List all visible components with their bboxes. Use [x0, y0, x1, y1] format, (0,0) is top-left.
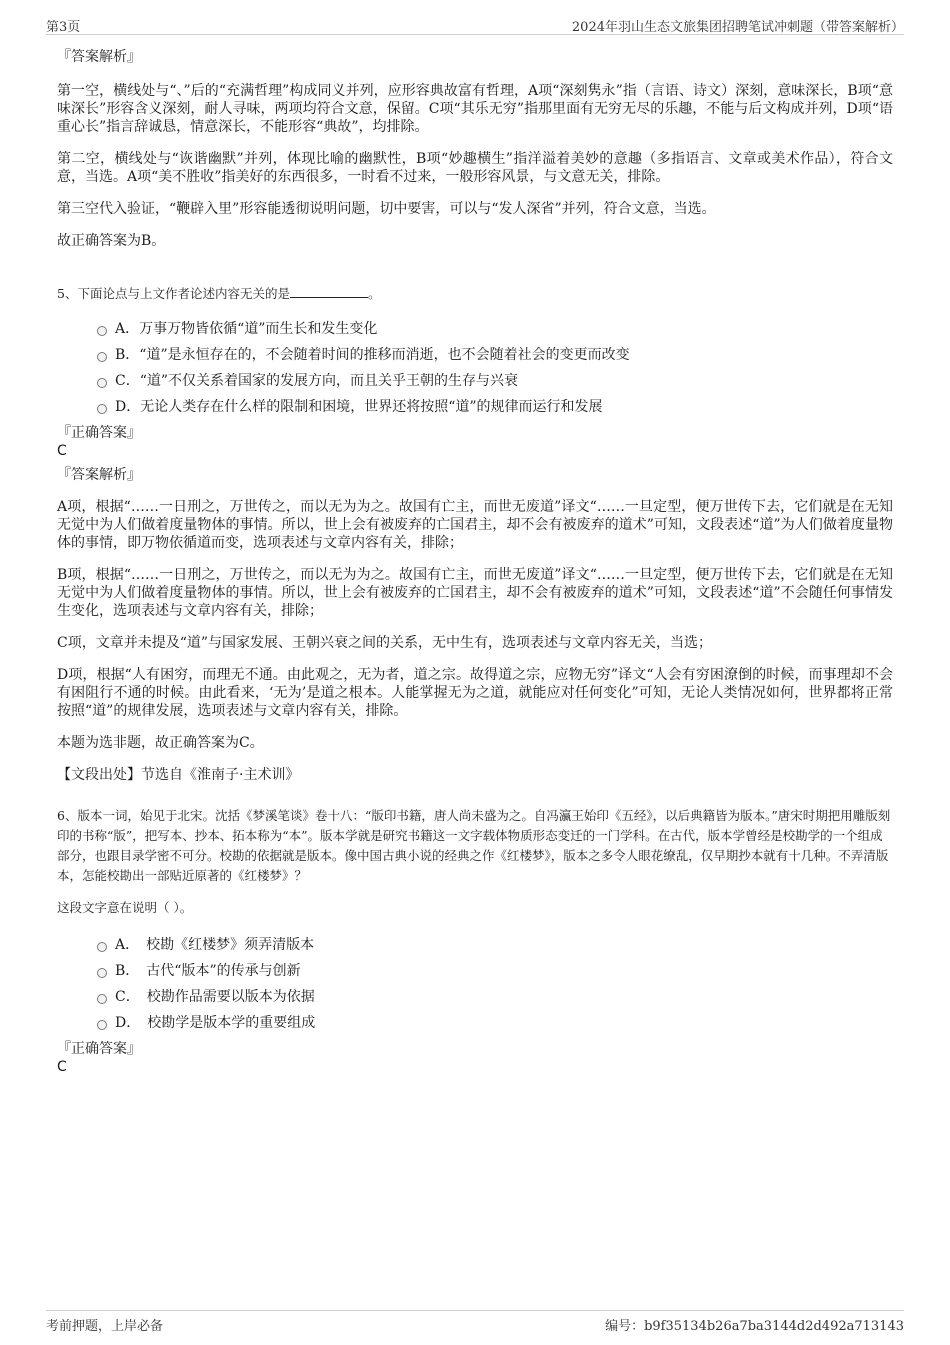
- q5-option-d[interactable]: [57, 394, 893, 420]
- q5-analysis-d: D项，根据“人有困穷，而理无不通。由此观之，无为者，道之宗。故得道之宗，应物无穷”译文“人会有穷困潦倒的时候，而事理却不会有困阻行不通的时候。由此看来，‘无为’是道之根本。人能掌握无为之道，就能应对任何变化”可知，无论人类情况如何，世界都将正常按照“道”的规律发展，选项表述与文章内容有关，排除。: [57, 667, 893, 719]
- q5-stem-text: 5、下面论点与上文作者论述内容无关的是: [57, 286, 290, 301]
- q5-stem-end: 。: [367, 286, 381, 301]
- radio-icon[interactable]: [97, 404, 107, 414]
- q4-analysis-paragraph-1: 第一空，横线处与“、”后的“充满哲理”构成同义并列，应形容典故富有哲理，A项“深刻隽永”指（言语、诗文）深刻，意味深长，B项“意味深长”形容含义深刻，耐人寻味，两项均符合文意，保留。C项“其乐无穷”指那里面有无穷无尽的乐趣，不能与后文构成并列，D项“语重心长”指言辞诚恳，情意深长，不能形容“典故”，均排除。: [57, 83, 893, 135]
- q4-answer-statement: 故正确答案为B。: [57, 233, 166, 249]
- document-code: 编号：b9f35134b26a7ba3144d2d492a713143: [605, 1319, 904, 1334]
- q5-option-d-label: D．无论人类存在什么样的限制和困境，世界还将按照“道”的规律而运行和发展: [115, 399, 603, 415]
- page-number: 第3页: [46, 20, 81, 35]
- radio-icon[interactable]: [97, 968, 107, 978]
- q6-option-d[interactable]: [57, 1010, 893, 1036]
- page-footer: [46, 1310, 904, 1335]
- q5-analysis-a: A项，根据“……一日刑之，万世传之，而以无为为之。故国有亡主，而世无废道”译文“……一旦定型，便万世传下去，它们就是在无知无觉中为人们做着度量物体的事情。所以，世上会有被废弃的亡国君主，却不会有被废弃的道术”可知，文段表述“道”为人们做着度量物体的事情，即万物依循道而变，选项表述与文章内容有关，排除；: [57, 499, 893, 551]
- radio-icon[interactable]: [97, 942, 107, 952]
- q5-analysis-label: 『答案解析』: [57, 467, 141, 483]
- q6-option-b-label: B． 古代“版本”的传承与创新: [115, 963, 301, 979]
- radio-icon[interactable]: [97, 352, 107, 362]
- answer-blank: [290, 285, 368, 298]
- q5-option-b[interactable]: [57, 342, 893, 368]
- q6-option-a[interactable]: [57, 932, 893, 958]
- q6-question: 这段文字意在说明（ ）。: [57, 900, 193, 915]
- q5-option-a-label: A．万事万物皆依循“道”而生长和发生变化: [115, 321, 378, 337]
- footer-slogan: 考前押题，上岸必备: [46, 1319, 164, 1334]
- q6-option-c-label: C． 校勘作品需要以版本为依据: [115, 989, 315, 1005]
- q5-correct-answer: C: [57, 443, 67, 459]
- q6-option-a-label: A． 校勘《红楼梦》须弄清版本: [115, 937, 315, 953]
- q4-analysis-paragraph-3: 第三空代入验证，“鞭辟入里”形容能透彻说明问题，切中要害，可以与“发人深省”并列，符合文意，当选。: [57, 201, 716, 217]
- q5-analysis-c: C项，文章并未提及“道”与国家发展、王朝兴衰之间的关系，无中生有，选项表述与文章内容无关，当选；: [57, 635, 713, 651]
- q5-correct-label: 『正确答案』: [57, 425, 141, 441]
- page-header: [46, 14, 904, 35]
- q6-correct-label: 『正确答案』: [57, 1041, 141, 1057]
- q6-option-b[interactable]: [57, 958, 893, 984]
- q5-option-c[interactable]: [57, 368, 893, 394]
- q6-stem: 6、版本一词，始见于北宋。沈括《梦溪笔谈》卷十八：“版印书籍，唐人尚未盛为之。自冯瀛王始印《五经》，以后典籍皆为版本。”唐宋时期把用雕版刻印的书称“版”，把写本、抄本、拓本称为“本”。版本学就是研究书籍这一文字载体物质形态变迁的一门学科。在古代，版本学曾经是校勘学的一个组成部分，也跟目录学密不可分。校勘的依据就是版本。像中国古典小说的经典之作《红楼梦》，版本之多令人眼花缭乱，仅早期抄本就有十几种。不弄清版本，怎能校勘出一部贴近原著的《红楼梦》？: [57, 808, 891, 883]
- document-content: [57, 44, 893, 1076]
- q6-option-c[interactable]: [57, 984, 893, 1010]
- q4-analysis-paragraph-2: 第二空，横线处与“诙谐幽默”并列，体现比喻的幽默性，B项“妙趣横生”指洋溢着美妙的意趣（多指语言、文章或美术作品），符合文意，当选。A项“美不胜收”指美好的东西很多，一时看不过来，一般形容风景，与文意无关，排除。: [57, 151, 893, 185]
- q5-options: [57, 316, 893, 420]
- q6-correct-answer: C: [57, 1059, 67, 1075]
- q5-analysis-b: B项，根据“……一日刑之，万世传之，而以无为为之。故国有亡主，而世无废道”译文“……一旦定型，便万世传下去，它们就是在无知无觉中为人们做着度量物体的事情。所以，世上会有被废弃的亡国君主，却不会有被废弃的道术”可知，文段表述“道”不会随任何事情发生变化，选项表述与文章内容有关，排除；: [57, 567, 893, 619]
- q5-option-b-label: B．“道”是永恒存在的，不会随着时间的推移而消逝，也不会随着社会的变更而改变: [115, 347, 630, 363]
- q6-option-d-label: D． 校勘学是版本学的重要组成: [115, 1015, 316, 1031]
- q6-options: [57, 932, 893, 1036]
- q5-stem: [57, 284, 893, 304]
- document-title: 2024年羽山生态文旅集团招聘笔试冲刺题（带答案解析）: [571, 20, 904, 35]
- q4-analysis-label: 『答案解析』: [57, 49, 141, 65]
- q5-option-a[interactable]: [57, 316, 893, 342]
- radio-icon[interactable]: [97, 378, 107, 388]
- q5-option-c-label: C．“道”不仅关系着国家的发展方向，而且关乎王朝的生存与兴衰: [115, 373, 519, 389]
- q5-source: 【文段出处】节选自《淮南子·主术训》: [57, 767, 300, 783]
- radio-icon[interactable]: [97, 1020, 107, 1030]
- q5-answer-statement: 本题为选非题，故正确答案为C。: [57, 735, 264, 751]
- radio-icon[interactable]: [97, 326, 107, 336]
- radio-icon[interactable]: [97, 994, 107, 1004]
